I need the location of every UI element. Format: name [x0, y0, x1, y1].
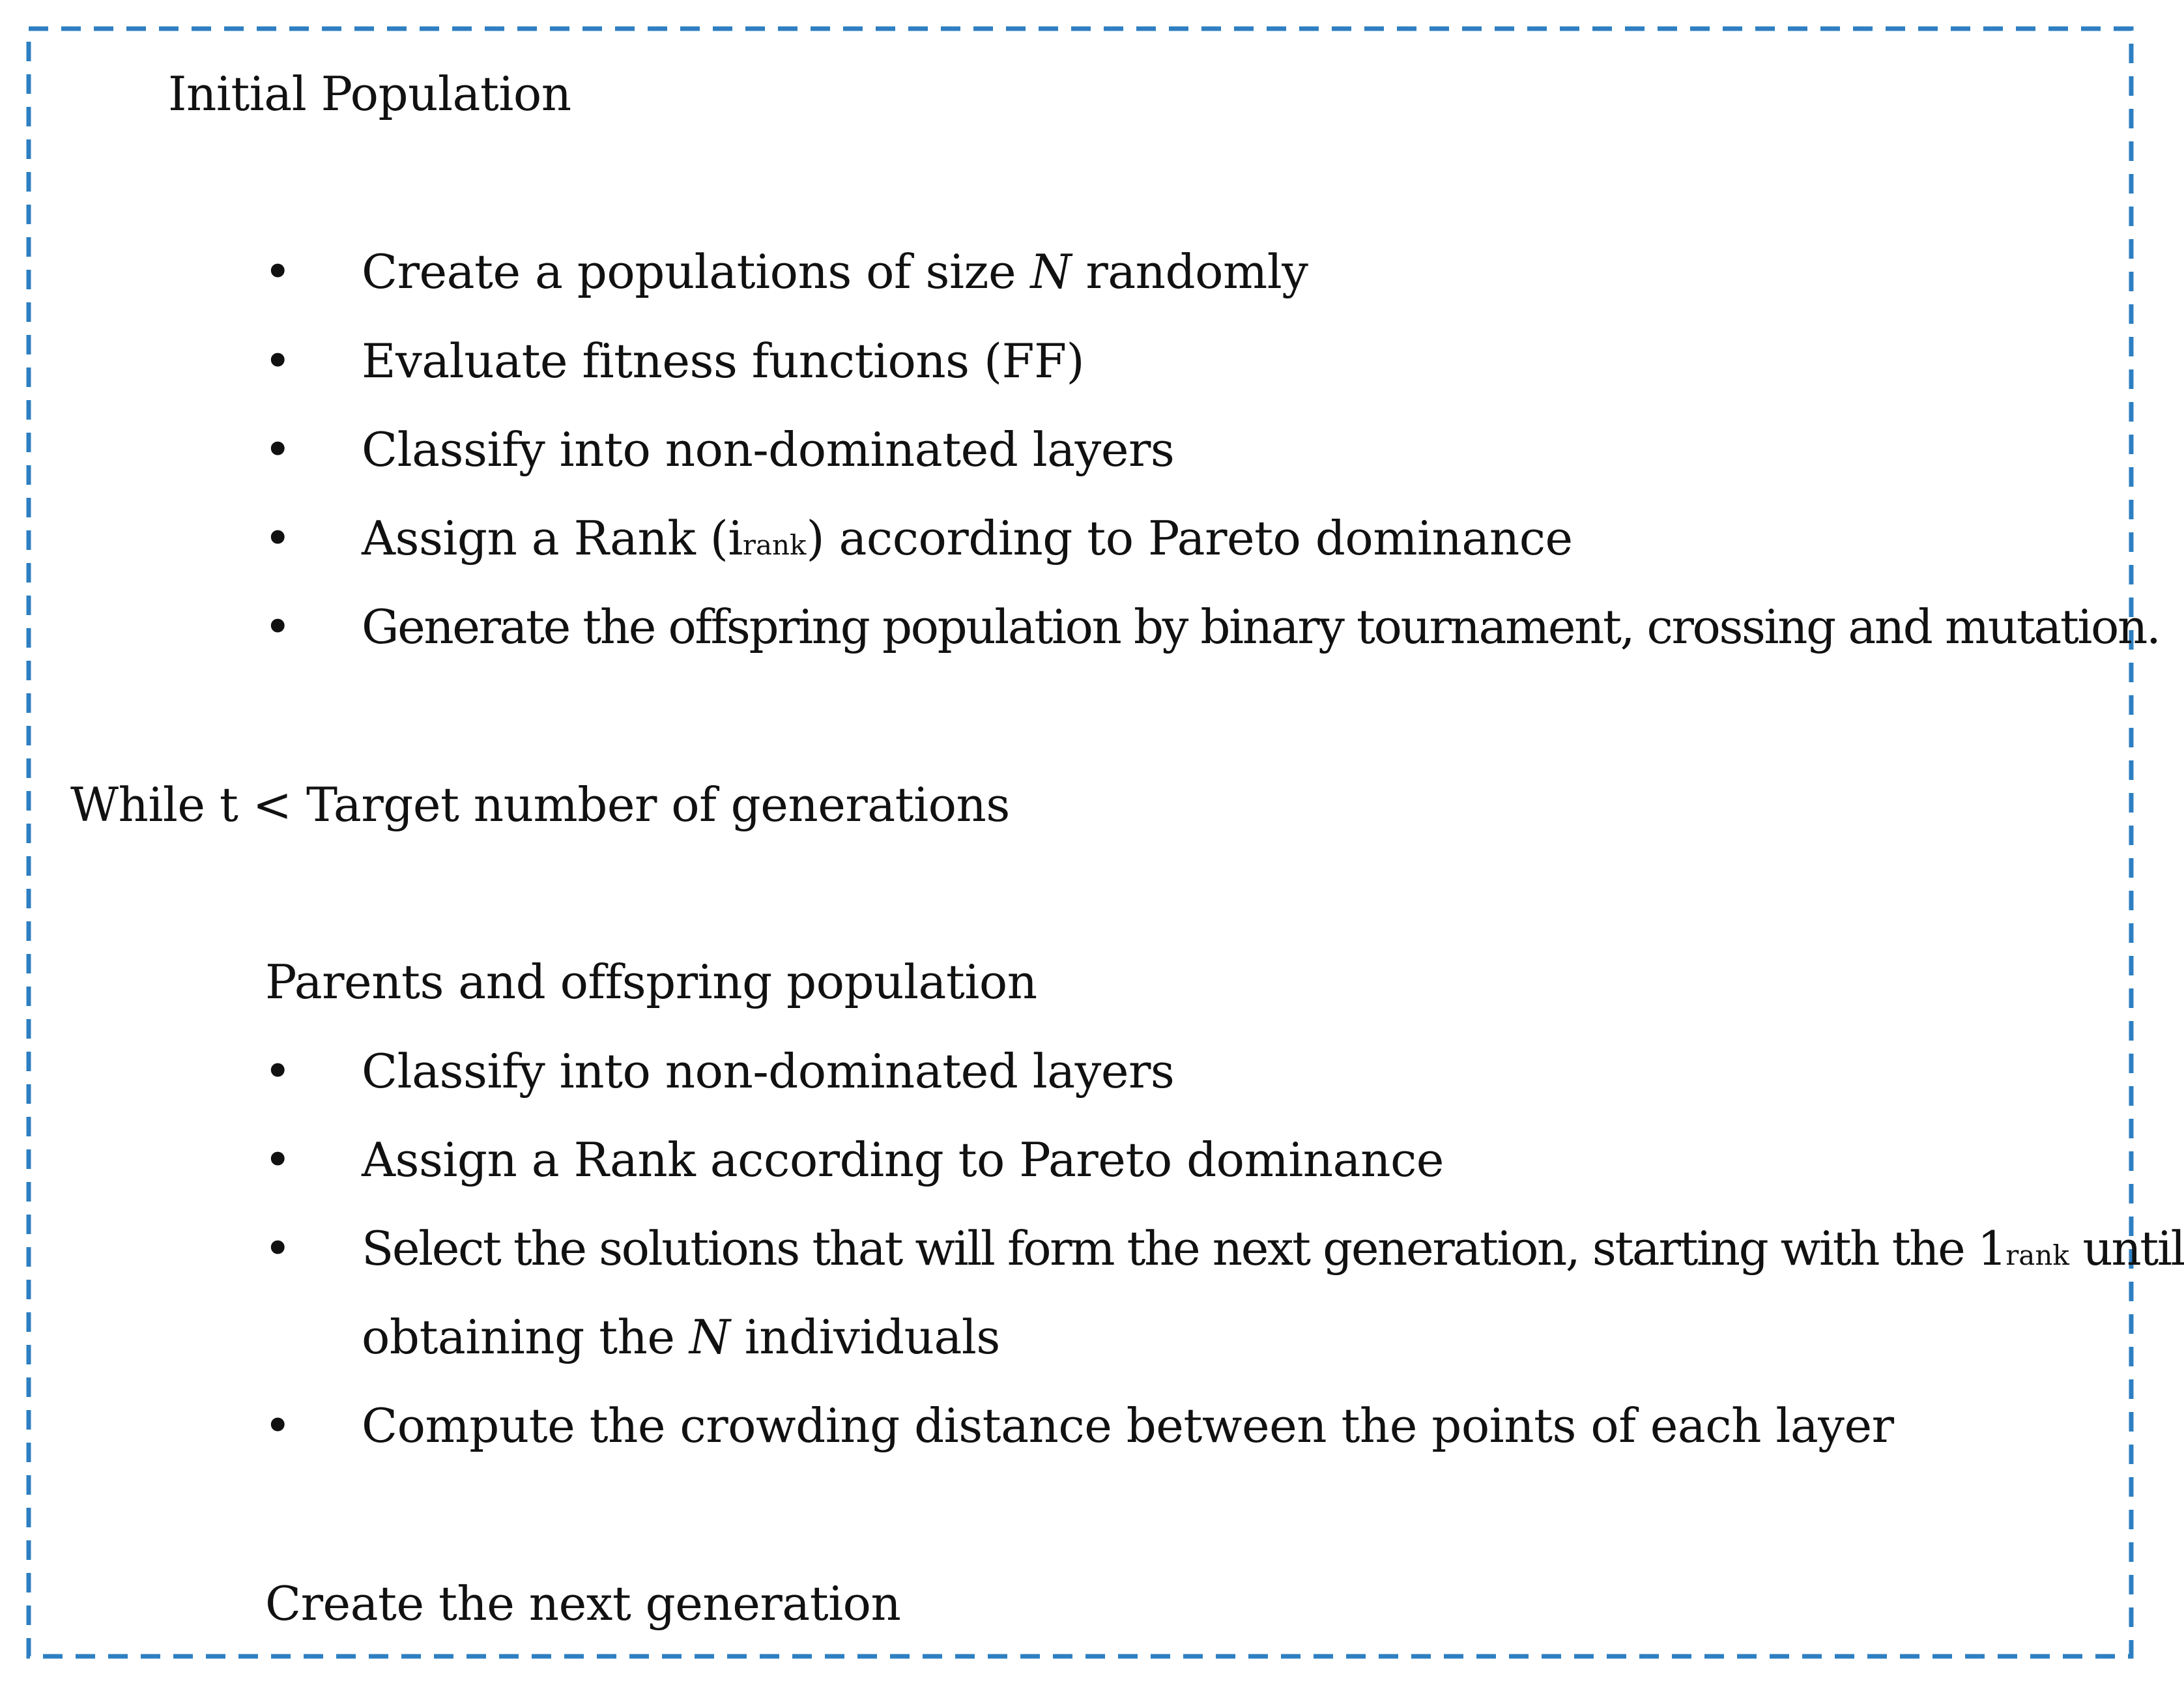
while-loop-line: While t < Target number of generations: [70, 777, 1010, 832]
loop-item-3: • Select the solutions that will form the next generation, starting with the 1rank until: [264, 1221, 2184, 1276]
initial-item-2: • Evaluate fitness functions (FF): [264, 334, 1085, 388]
bullet-icon: •: [264, 1221, 291, 1276]
initial-population-heading: Initial Population: [168, 66, 571, 121]
parents-offspring-heading: Parents and offspring population: [265, 955, 1037, 1009]
loop-item-1: • Classify into non-dominated layers: [264, 1044, 1175, 1099]
loop-item-2: • Assign a Rank according to Pareto dominance: [264, 1132, 1444, 1187]
initial-item-1: • Create a populations of size N randomly: [264, 244, 1308, 299]
bullet-icon: •: [264, 334, 291, 388]
loop-item-4: • Compute the crowding distance between the points of each layer: [264, 1398, 1894, 1453]
bullet-icon: •: [264, 599, 291, 654]
bullet-icon: •: [264, 1398, 291, 1453]
bullet-icon: •: [264, 422, 291, 477]
bullet-icon: •: [264, 244, 291, 299]
initial-item-4: • Assign a Rank (irank) according to Pareto dominance: [264, 511, 1573, 566]
initial-item-5: • Generate the offspring population by binary tournament, crossing and mutation.: [264, 599, 2160, 654]
bullet-icon: •: [264, 511, 291, 566]
initial-item-3: • Classify into non-dominated layers: [264, 422, 1175, 477]
bullet-icon: •: [264, 1044, 291, 1099]
loop-item-3-continuation: obtaining the N individuals: [362, 1310, 1000, 1364]
bullet-icon: •: [264, 1132, 291, 1187]
create-next-generation-heading: Create the next generation: [265, 1576, 901, 1631]
